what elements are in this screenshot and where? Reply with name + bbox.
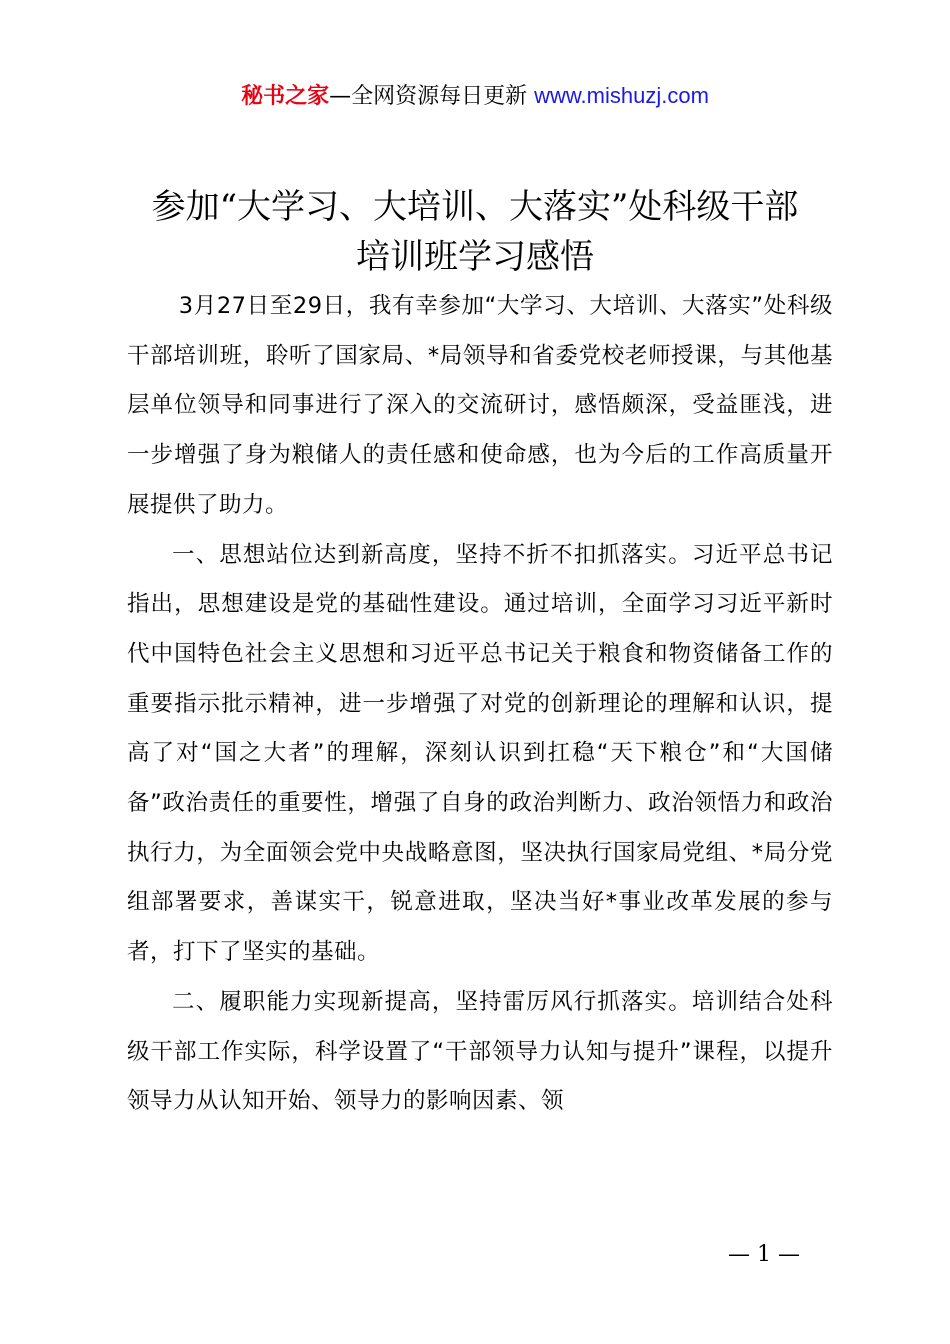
site-name: 秘书之家 — [241, 84, 330, 109]
site-url-link[interactable]: www.mishuzj.com — [534, 83, 709, 108]
title-line-1: 参加“大学习、大培训、大落实”处科级干部 — [151, 187, 799, 227]
paragraph-section-1: 一、思想站位达到新高度，坚持不折不扣抓落实。习近平总书记指出，思想建设是党的基础性建设。通过培训，全面学习习近平新时代中国特色社会主义思想和习近平总书记关于粮食和物资储备工作的重要指示批示精神，进一步增强了对党的创新理论的理解和认识，提高了对“国之大者”的理解，深刻认识到扛稳“天下粮仓”和“大国储备”政治责任的重要性，增强了自身的政治判断力、政治领悟力和政治执行力，为全面领会党中央战略意图，坚决执行国家局党组、*局分党组部署要求，善谋实干，锐意进取，坚决当好*事业改革发展的参与者，打下了坚实的基础。 — [127, 541, 833, 966]
site-tagline: —全网资源每日更新 — [329, 84, 535, 109]
paragraph-intro: 3月27日至29日，我有幸参加“大学习、大培训、大落实”处科级干部培训班，聆听了国家局、*局领导和省委党校老师授课，与其他基层单位领导和同事进行了深入的交流研讨，感悟颇深，受益匪浅，进一步增强了身为粮储人的责任感和使命感，也为今后的工作高质量开展提供了助力。 — [127, 293, 833, 518]
site-header — [0, 80, 950, 113]
document-title — [0, 182, 950, 282]
title-line-2: 培训班学习感悟 — [356, 237, 594, 277]
paragraph-section-2: 二、履职能力实现新提高，坚持雷厉风行抓落实。培训结合处科级干部工作实际，科学设置了“干部领导力认知与提升”课程，以提升领导力从认知开始、领导力的影响因素、领 — [127, 988, 833, 1115]
document-body — [127, 282, 833, 1127]
page-number: — 1 — — [728, 1242, 800, 1267]
